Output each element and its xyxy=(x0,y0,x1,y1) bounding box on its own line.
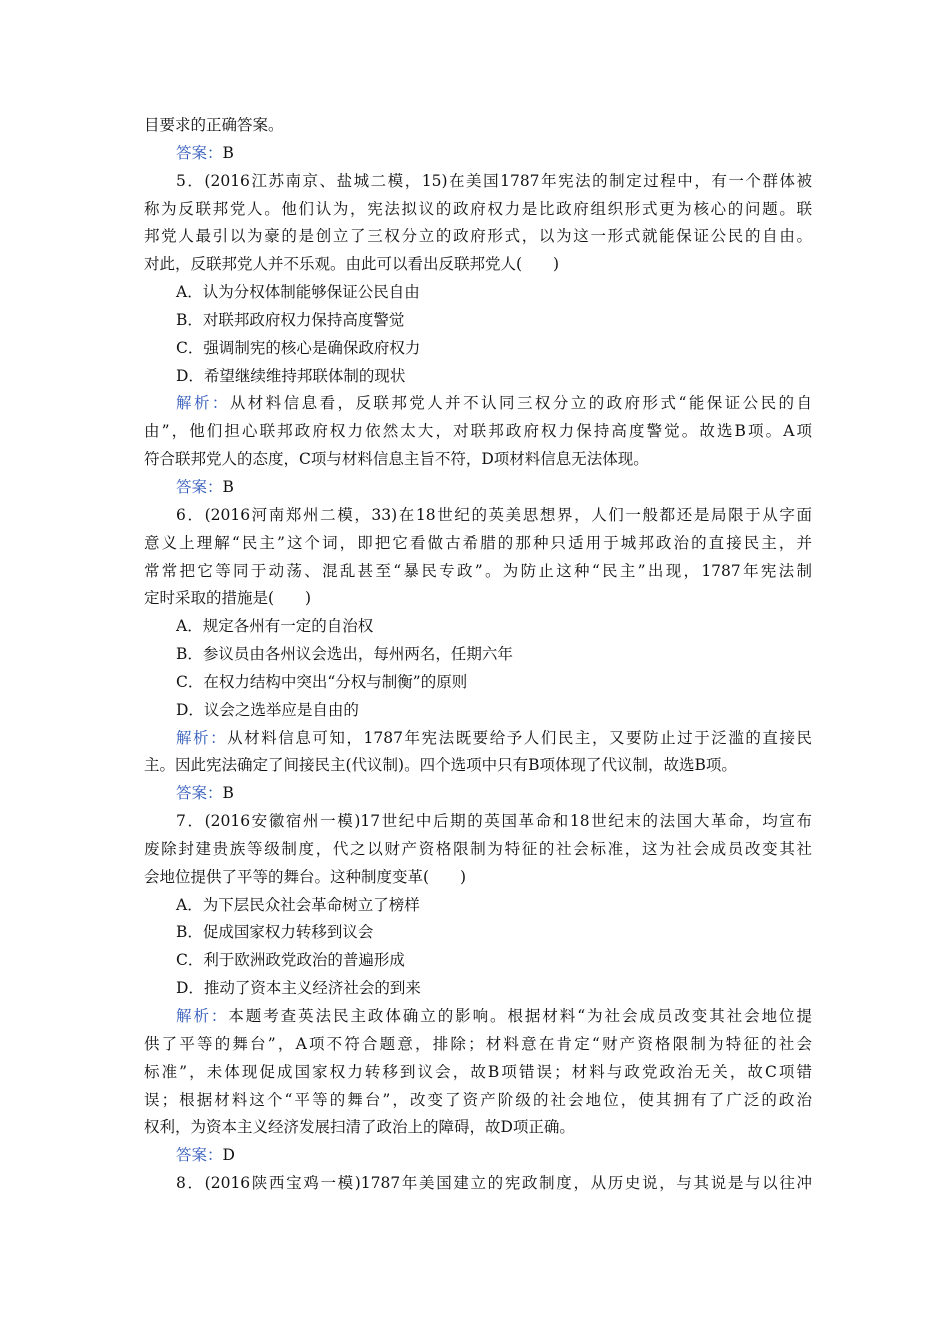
q6-stem-line: 意义上理解“民主”这个词，即把它看做古希腊的那种只适用于城邦政治的直接民主，并 xyxy=(144,533,812,552)
q7-option-d: D．推动了资本主义经济社会的到来 xyxy=(176,979,421,998)
q7-option-c: C．利于欧洲政党政治的普遍形成 xyxy=(176,951,405,970)
q6-stem-line: 定时采取的措施是( ) xyxy=(144,589,312,608)
answer-label: 答案： xyxy=(176,784,223,803)
q5-stem-line: 5．(2016江苏南京、盐城二模，15)在美国1787年宪法的制定过程中，有一个群体被 xyxy=(176,171,812,190)
analysis-label: 解析： xyxy=(176,394,230,413)
q5-stem-line: 对此，反联邦党人并不乐观。由此可以看出反联邦党人( ) xyxy=(144,255,560,274)
analysis-text: 本题考查英法民主政体确立的影响。根据材料“为社会成员改变其社会地位提 xyxy=(228,1007,812,1025)
q7-option-a: A．为下层民众社会革命树立了榜样 xyxy=(176,895,420,914)
q6-stem-line: 常常把它等同于动荡、混乱甚至“暴民专政”。为防止这种“民主”出现，1787年宪法制 xyxy=(144,561,812,580)
q7-analysis-line: 权利，为资本主义经济发展扫清了政治上的障碍，故D项正确。 xyxy=(144,1118,575,1137)
q5-stem-line: 称为反联邦党人。他们认为，宪法拟议的政府权力是比政府组织形式更为核心的问题。联 xyxy=(144,199,812,218)
q7-option-b: B．促成国家权力转移到议会 xyxy=(176,923,374,942)
q6-option-d: D．议会之选举应是自由的 xyxy=(176,700,359,719)
q5-analysis-line: 由”，他们担心联邦政府权力依然太大，对联邦政府权力保持高度警觉。故选B项。A项 xyxy=(144,422,812,441)
q7-answer-line xyxy=(144,1142,812,1170)
intro-line: 目要求的正确答案。 xyxy=(144,116,284,134)
answer-value: B xyxy=(222,143,234,162)
answer-value: B xyxy=(222,784,234,803)
q6-option-c: C．在权力结构中突出“分权与制衡”的原则 xyxy=(176,672,468,691)
q6-answer-line xyxy=(144,780,812,808)
q7-stem-line: 废除封建贵族等级制度，代之以财产资格限制为特征的社会标准，这为社会成员改变其社 xyxy=(144,839,812,858)
analysis-label: 解析： xyxy=(176,1007,229,1025)
q6-option-a: A．规定各州有一定的自治权 xyxy=(176,617,374,636)
q7-analysis-line: 标准”，未体现促成国家权力转移到议会，故B项错误；材料与政党政治无关，故C项错 xyxy=(144,1062,812,1081)
q8-stem-line: 8．(2016陕西宝鸡一模)1787年美国建立的宪政制度，从历史说，与其说是与以往冲 xyxy=(176,1174,812,1193)
q7-analysis-line xyxy=(144,1003,812,1031)
analysis-text: 从材料信息可知，1787年宪法既要给予人们民主，又要防止过于泛滥的直接民 xyxy=(227,728,812,747)
q5-option-c: C．强调制宪的核心是确保政府权力 xyxy=(176,338,421,357)
q5-option-d: D．希望继续维持邦联体制的现状 xyxy=(176,366,406,385)
answer-label: 答案： xyxy=(176,477,223,496)
q5-answer-line xyxy=(144,474,812,502)
analysis-label: 解析： xyxy=(176,728,228,747)
q5-analysis-line: 符合联邦党人的态度，C项与材料信息主旨不符，D项材料信息无法体现。 xyxy=(144,450,649,469)
q6-analysis-line xyxy=(144,725,812,753)
q5-stem-line: 邦党人最引以为豪的是创立了三权分立的政府形式，以为这一形式就能保证公民的自由。 xyxy=(144,227,812,246)
answer-value: D xyxy=(222,1146,235,1165)
q7-stem-line: 7．(2016安徽宿州一模)17世纪中后期的英国革命和18世纪末的法国大革命，均宣布 xyxy=(176,812,812,831)
q6-option-b: B．参议员由各州议会选出，每州两名，任期六年 xyxy=(176,645,513,664)
q6-analysis-line: 主。因此宪法确定了间接民主(代议制)。四个选项中只有B项体现了代议制，故选B项。 xyxy=(144,756,737,775)
q5-option-a: A．认为分权体制能够保证公民自由 xyxy=(176,283,420,302)
q5-option-b: B．对联邦政府权力保持高度警觉 xyxy=(176,310,405,329)
q7-analysis-line: 供了平等的舞台”，A项不符合题意，排除；材料意在肯定“财产资格限制为特征的社会 xyxy=(144,1034,812,1053)
prev-answer-line xyxy=(144,140,812,168)
document-page xyxy=(144,112,812,1198)
q7-stem-line: 会地位提供了平等的舞台。这种制度变革( ) xyxy=(144,867,467,886)
q5-analysis-line xyxy=(144,390,812,418)
analysis-text: 从材料信息看，反联邦党人并不认同三权分立的政府形式“能保证公民的自 xyxy=(229,394,812,413)
answer-label: 答案： xyxy=(176,1146,223,1165)
answer-value: B xyxy=(222,477,234,496)
q7-analysis-line: 误；根据材料这个“平等的舞台”，改变了资产阶级的社会地位，使其拥有了广泛的政治 xyxy=(144,1090,812,1109)
answer-label: 答案： xyxy=(176,143,223,162)
q6-stem-line: 6．(2016河南郑州二模，33)在18世纪的英美思想界，人们一般都还是局限于从字面 xyxy=(176,505,812,524)
